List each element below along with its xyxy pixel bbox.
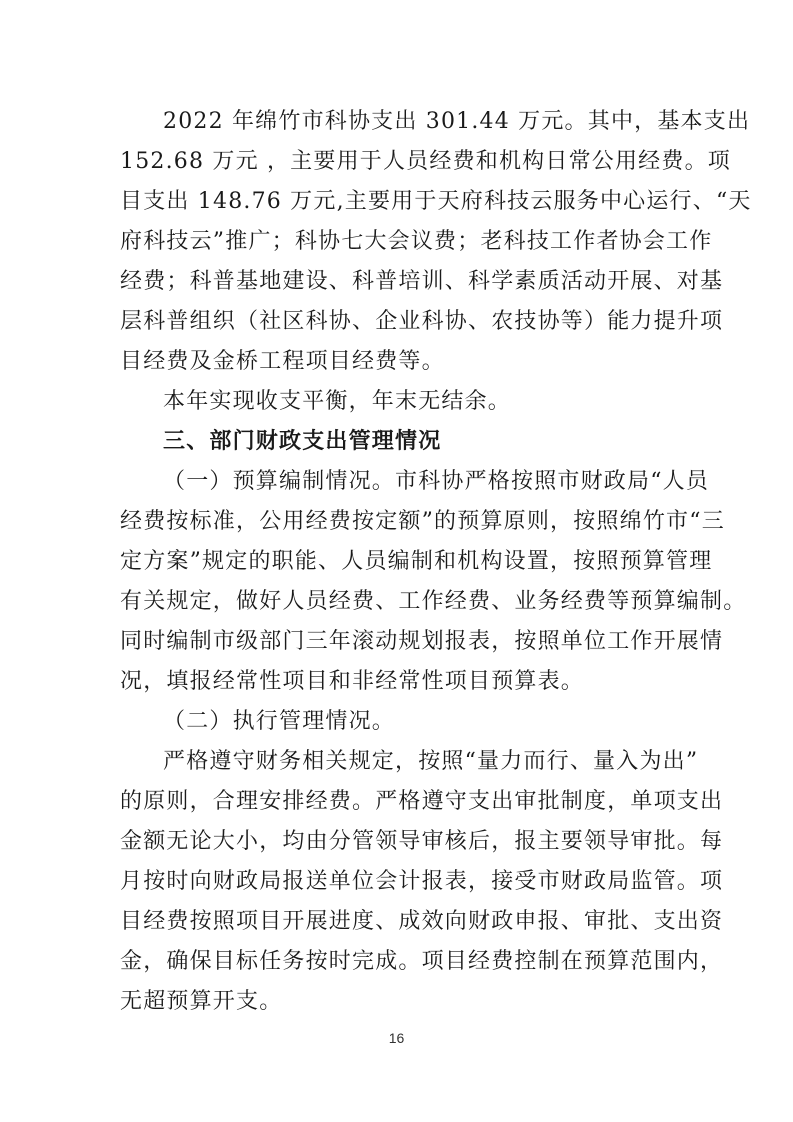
paragraph-line: （一）预算编制情况。市科协严格按照市财政局“人员 xyxy=(163,469,710,494)
paragraph-line: 金额无论大小，均由分管领导审核后，报主要领导审批。每 xyxy=(120,829,724,854)
paragraph-line: 经费；科普基地建设、科普培训、科学素质活动开展、对基 xyxy=(120,269,724,294)
paragraph-line: 本年实现收支平衡，年末无结余。 xyxy=(163,389,512,414)
paragraph-line: 经费按标准，公用经费按定额”的预算原则，按照绵竹市“三 xyxy=(120,509,725,534)
paragraph-line: 况，填报经常性项目和非经常性项目预算表。 xyxy=(120,669,585,694)
paragraph-line: 的原则，合理安排经费。严格遵守支出审批制度，单项支出 xyxy=(120,789,724,814)
paragraph-line: 有关规定，做好人员经费、工作经费、业务经费等预算编制。 xyxy=(120,589,747,614)
section-heading: 三、部门财政支出管理情况 xyxy=(163,429,442,454)
paragraph-line: 月按时向财政局报送单位会计报表，接受市财政局监管。项 xyxy=(120,869,724,894)
paragraph-line: 金，确保目标任务按时完成。项目经费控制在预算范围内， xyxy=(120,949,724,974)
paragraph-line: 严格遵守财务相关规定，按照“量力而行、量入为出” xyxy=(163,749,699,774)
page-number: 16 xyxy=(388,1030,405,1046)
paragraph-line: 目经费及金桥工程项目经费等。 xyxy=(120,349,445,374)
paragraph-line: 目支出 148.76 万元,主要用于天府科技云服务中心运行、“天 xyxy=(120,189,752,214)
paragraph-line: 目经费按照项目开展进度、成效向财政申报、审批、支出资 xyxy=(120,909,724,934)
paragraph-line: 层科普组织（社区科协、企业科协、农技协等）能力提升项 xyxy=(120,309,724,334)
paragraph-line: 152.68 万元 ，主要用于人员经费和机构日常公用经费。项 xyxy=(120,149,731,174)
paragraph-line: 无超预算开支。 xyxy=(120,989,283,1014)
paragraph-line: 定方案”规定的职能、人员编制和机构设置，按照预算管理 xyxy=(120,549,713,574)
paragraph-line: 府科技云”推广；科协七大会议费；老科技工作者协会工作 xyxy=(120,229,713,254)
subsection-heading: （二）执行管理情况。 xyxy=(163,709,396,734)
paragraph-line: 同时编制市级部门三年滚动规划报表，按照单位工作开展情 xyxy=(120,629,724,654)
paragraph-line: 2022 年绵竹市科协支出 301.44 万元。其中，基本支出 xyxy=(163,109,751,134)
